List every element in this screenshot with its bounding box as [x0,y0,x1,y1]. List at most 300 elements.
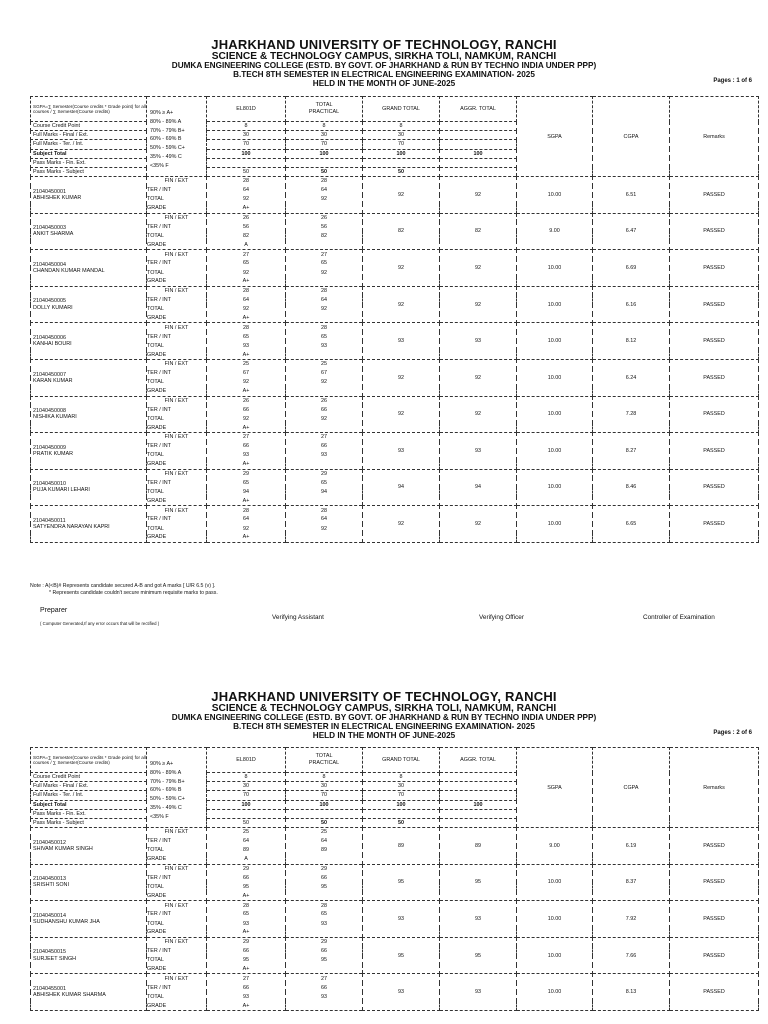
practical-mark [286,204,363,213]
remarks-value: PASSED [670,213,759,250]
student-row [31,250,759,259]
spec-label: Pass Marks - Fin. Ext. [31,809,147,818]
practical-mark [286,965,363,974]
mark-label: TER / INT [147,910,207,919]
practical-mark: 95 [286,956,363,965]
mark-label: GRADE [147,533,207,542]
spec-value [440,773,517,782]
practical-mark: 64 [286,837,363,846]
mark-label: TOTAL [147,268,207,277]
grade-legend-item: 90% ≥ A+ [150,110,174,116]
subject-mark: 93 [207,919,286,928]
practical-mark: 64 [286,295,363,304]
mark-label: FIN / EXT [147,177,207,186]
mark-label: FIN / EXT [147,864,207,873]
practical-mark: 26 [286,213,363,222]
subject-mark: 66 [207,405,286,414]
remarks-value: PASSED [670,396,759,433]
spec-value: 30 [363,782,440,791]
student-row [31,901,759,910]
sgpa-value: 9.00 [517,828,593,865]
spec-value: 100 [363,149,440,158]
remarks-value: PASSED [670,433,759,470]
student-name: SATYENDRA NARAYAN KAPRI [33,523,110,530]
remarks-value: PASSED [670,469,759,506]
mark-label: TOTAL [147,524,207,533]
practical-mark: 94 [286,487,363,496]
sgpa-value: 10.00 [517,937,593,974]
result-table [30,96,759,543]
sgpa-value: 10.00 [517,469,593,506]
grand-total: 92 [363,359,440,396]
practical-mark [286,350,363,359]
practical-mark: 27 [286,250,363,259]
spec-value: 50 [363,818,440,827]
roll-number: 21040450014 [33,912,66,919]
grade-legend-item: 50% - 59% C+ [150,796,185,803]
grade-legend-item: 35% - 49% C [150,153,182,160]
practical-mark: 66 [286,405,363,414]
cgpa-value: 7.92 [593,901,670,938]
spec-value: 8 [286,122,363,131]
practical-mark [286,314,363,323]
subject-mark: 64 [207,186,286,195]
page-counter: Pages : 1 of 6 [713,78,752,84]
practical-mark [286,497,363,506]
spec-value: 50 [363,167,440,176]
campus-title: SCIENCE & TECHNOLOGY CAMPUS, SIRKHA TOLI, NAMKUM, RANCHI [211,702,557,714]
remarks-value: PASSED [670,937,759,974]
mark-label: TER / INT [147,946,207,955]
grade-legend-item: 50% - 59% C+ [150,145,185,152]
practical-mark: 56 [286,222,363,231]
subject-mark: 92 [207,305,286,314]
spec-value: 100 [286,800,363,809]
sgpa-value: 10.00 [517,359,593,396]
subject-mark: 66 [207,873,286,882]
remarks-value: PASSED [670,359,759,396]
practical-mark [286,423,363,432]
subject-mark: 29 [207,864,286,873]
spec-value [440,167,517,176]
student-row [31,937,759,946]
cgpa-header: CGPA [593,97,670,177]
spec-label: Course Credit Point [31,122,147,131]
student-name: SUDHANSHU KUMAR JHA [33,919,100,926]
practical-mark: 27 [286,974,363,983]
aggr-total: 95 [440,864,517,901]
grade-legend-item: <35% F [150,813,169,820]
aggr-total: 92 [440,286,517,323]
university-title: JHARKHAND UNIVERSITY OF TECHNOLOGY, RANCHI [211,689,557,704]
subject-mark: 28 [207,286,286,295]
spec-value: 100 [207,800,286,809]
grand-total-header: GRAND TOTAL [363,748,440,773]
practical-mark: 82 [286,231,363,240]
mark-label: GRADE [147,241,207,250]
spec-label: Pass Marks - Subject [31,167,147,176]
mark-label: GRADE [147,350,207,359]
student-name: KARAN KUMAR [33,377,73,384]
campus-title: SCIENCE & TECHNOLOGY CAMPUS, SIRKHA TOLI, NAMKUM, RANCHI [211,50,557,62]
student-name: ANKIT SHARMA [33,231,74,238]
practical-mark: 92 [286,305,363,314]
mark-label: TOTAL [147,231,207,240]
grade-legend-item: 60% - 69% B [150,136,182,143]
college-title: DUMKA ENGINEERING COLLEGE (ESTD. BY GOVT. OF JHARKHAND & RUN BY TECHNO INDIA UNDER PPP) [171,713,597,723]
mark-label: GRADE [147,387,207,396]
practical-mark [286,277,363,286]
aggr-total: 94 [440,469,517,506]
remarks-header: Remarks [670,97,759,177]
student-row [31,323,759,332]
subject-mark: A+ [207,277,286,286]
spec-value: 70 [363,140,440,149]
grand-total: 93 [363,901,440,938]
roll-number: 21040450007 [33,371,66,378]
mark-label: FIN / EXT [147,469,207,478]
subject-mark: 27 [207,433,286,442]
college-title: DUMKA ENGINEERING COLLEGE (ESTD. BY GOVT. OF JHARKHAND & RUN BY TECHNO INDIA UNDER PPP) [171,61,597,71]
cgpa-value: 6.19 [593,828,670,865]
subject-mark: A+ [207,423,286,432]
grand-total: 95 [363,864,440,901]
student-id-cell [31,396,147,433]
subject-mark: 93 [207,451,286,460]
grade-legend [147,748,207,828]
sgpa-formula: SGPA=∑ Semester(Course credits * Grade point) for all courses / ∑ Semester(Course credits) [31,97,147,122]
spec-value: 100 [207,149,286,158]
spec-value [440,122,517,131]
aggr-total: 92 [440,396,517,433]
spec-value: 50 [207,167,286,176]
grand-total: 94 [363,469,440,506]
cgpa-value: 8.12 [593,323,670,360]
practical-mark: 28 [286,323,363,332]
controller-label: Controller of Examination [643,614,715,621]
student-row [31,469,759,478]
total-practical-header: TOTAL PRACTICAL [286,748,363,773]
spec-value: 70 [286,140,363,149]
aggr-total: 92 [440,177,517,214]
cgpa-value: 6.47 [593,213,670,250]
aggr-total: 95 [440,937,517,974]
grade-legend-item: 70% - 79% B+ [150,778,185,785]
roll-number: 21040450008 [33,408,66,415]
grade-legend-item: 35% - 49% C [150,804,182,811]
spec-value [440,782,517,791]
mark-label: FIN / EXT [147,323,207,332]
subject-mark: 92 [207,195,286,204]
subject-mark: 65 [207,910,286,919]
subject-mark: A+ [207,1001,286,1010]
roll-number: 21040450015 [33,949,66,956]
subject-mark: 93 [207,341,286,350]
practical-mark: 65 [286,259,363,268]
sgpa-value: 10.00 [517,323,593,360]
remarks-value: PASSED [670,323,759,360]
aggr-total: 92 [440,250,517,287]
aggr-total: 92 [440,506,517,543]
mark-label: TER / INT [147,442,207,451]
mark-label: GRADE [147,965,207,974]
result-table [30,747,759,1011]
note-grace: Note : A(<B)# Represents candidate secured A-B and got A marks [ U/R 6.5 (v) ]. [30,583,216,589]
student-name: CHANDAN KUMAR MANDAL [33,268,105,275]
subject-mark: A+ [207,314,286,323]
exam-title: B.TECH 8TH SEMESTER IN ELECTRICAL ENGINEERING EXAMINATION- 2025 [233,69,535,79]
cgpa-value: 8.27 [593,433,670,470]
practical-mark [286,892,363,901]
subject-mark: 65 [207,478,286,487]
spec-value: 70 [363,791,440,800]
mark-label: TOTAL [147,195,207,204]
mark-label: TER / INT [147,873,207,882]
practical-mark: 26 [286,396,363,405]
student-row [31,506,759,515]
remarks-header: Remarks [670,748,759,828]
remarks-value: PASSED [670,506,759,543]
mark-label: FIN / EXT [147,433,207,442]
mark-label: GRADE [147,204,207,213]
grand-total: 92 [363,177,440,214]
mark-label: TOTAL [147,378,207,387]
mark-label: TOTAL [147,341,207,350]
subject-mark: A+ [207,533,286,542]
mark-label: GRADE [147,928,207,937]
grand-total: 92 [363,250,440,287]
student-name: DOLLY KUMARI [33,304,73,311]
subject-mark: 66 [207,442,286,451]
computer-generated-note: ( Computer Generated,If any error occurs that will be rectified ) [40,621,160,626]
roll-number: 21040450006 [33,334,66,341]
sheet-header [0,690,768,740]
practical-mark: 92 [286,378,363,387]
practical-mark: 28 [286,506,363,515]
mark-label: GRADE [147,423,207,432]
mark-label: FIN / EXT [147,359,207,368]
roll-number: 21040450012 [33,839,66,846]
subject-mark: 27 [207,974,286,983]
student-row [31,359,759,368]
practical-mark: 64 [286,515,363,524]
mark-label: TER / INT [147,259,207,268]
mark-label: FIN / EXT [147,937,207,946]
student-name: SRISHTI SONI [33,882,69,889]
aggr-total-header: AGGR. TOTAL [440,97,517,122]
cgpa-header: CGPA [593,748,670,828]
subject-mark: 28 [207,901,286,910]
roll-number: 21040450011 [33,517,66,524]
subject-mark: 26 [207,396,286,405]
subject-mark: 29 [207,469,286,478]
mark-label: TOTAL [147,882,207,891]
mark-label: TOTAL [147,305,207,314]
mark-label: TER / INT [147,405,207,414]
subject-mark: A [207,241,286,250]
subject-code-header: EL801D [207,748,286,773]
spec-value: 8 [286,773,363,782]
spec-label: Full Marks - Ter. / Int. [31,140,147,149]
spec-value [207,809,286,818]
mark-label: FIN / EXT [147,396,207,405]
spec-value: 30 [363,131,440,140]
spec-value: 8 [207,122,286,131]
cgpa-value: 6.65 [593,506,670,543]
practical-mark: 29 [286,469,363,478]
sgpa-value: 10.00 [517,177,593,214]
practical-mark: 25 [286,828,363,837]
practical-mark: 28 [286,177,363,186]
practical-mark: 64 [286,186,363,195]
note-block [30,583,218,597]
subject-mark: 29 [207,937,286,946]
roll-number: 21040450005 [33,298,66,305]
page-counter: Pages : 2 of 6 [713,730,752,736]
practical-mark: 92 [286,195,363,204]
grand-total: 92 [363,396,440,433]
student-id-cell [31,323,147,360]
student-id-cell [31,286,147,323]
subject-mark: 64 [207,295,286,304]
subject-mark: 65 [207,332,286,341]
mark-label: TOTAL [147,451,207,460]
sheet-header [0,38,768,88]
aggr-total: 93 [440,323,517,360]
roll-number: 21040450010 [33,481,66,488]
grade-legend [147,97,207,177]
spec-value [440,809,517,818]
subject-mark: A+ [207,387,286,396]
header-row [31,97,759,122]
mark-label: TOTAL [147,846,207,855]
practical-mark: 65 [286,478,363,487]
subject-code-header: EL801D [207,97,286,122]
spec-value [440,791,517,800]
mark-label: GRADE [147,1001,207,1010]
verifying-officer-label: Verifying Officer [479,614,524,621]
practical-mark: 92 [286,414,363,423]
remarks-value: PASSED [670,864,759,901]
mark-label: TER / INT [147,983,207,992]
student-row [31,864,759,873]
spec-label: Full Marks - Ter. / Int. [31,791,147,800]
student-id-cell [31,250,147,287]
sgpa-value: 10.00 [517,286,593,323]
spec-value [286,809,363,818]
grand-total-header: GRAND TOTAL [363,97,440,122]
subject-mark: 28 [207,506,286,515]
practical-mark: 93 [286,451,363,460]
spec-value: 30 [286,782,363,791]
mark-label: TOTAL [147,919,207,928]
student-id-cell [31,359,147,396]
header-row [31,748,759,773]
spec-value [440,818,517,827]
mark-label: GRADE [147,277,207,286]
mark-label: TER / INT [147,369,207,378]
subject-mark: 66 [207,946,286,955]
subject-mark: 64 [207,837,286,846]
held-title: HELD IN THE MONTH OF JUNE-2025 [312,730,456,740]
subject-mark: 92 [207,378,286,387]
mark-label: FIN / EXT [147,974,207,983]
aggr-total: 82 [440,213,517,250]
subject-mark: 64 [207,515,286,524]
result-sheet-page-1 [0,37,768,626]
mark-label: TER / INT [147,332,207,341]
mark-label: TOTAL [147,956,207,965]
grand-total: 89 [363,828,440,865]
subject-mark: A+ [207,928,286,937]
student-id-cell [31,177,147,214]
practical-mark: 65 [286,910,363,919]
student-id-cell [31,901,147,938]
roll-number: 21040450003 [33,225,66,232]
mark-label: TER / INT [147,478,207,487]
grade-legend-item: 70% - 79% B+ [150,127,185,134]
aggr-total: 93 [440,901,517,938]
grand-total: 93 [363,323,440,360]
remarks-value: PASSED [670,286,759,323]
spec-value [286,158,363,167]
mark-label: TER / INT [147,515,207,524]
spec-value: 30 [207,782,286,791]
practical-mark: 29 [286,937,363,946]
student-id-cell [31,864,147,901]
mark-label: GRADE [147,855,207,864]
sgpa-value: 10.00 [517,901,593,938]
practical-mark: 66 [286,873,363,882]
mark-label: TER / INT [147,837,207,846]
mark-label: FIN / EXT [147,506,207,515]
spec-value: 30 [207,131,286,140]
mark-label: TER / INT [147,186,207,195]
subject-mark: 89 [207,846,286,855]
subject-mark: 82 [207,231,286,240]
cgpa-value: 6.24 [593,359,670,396]
subject-mark: A+ [207,460,286,469]
subject-mark: 92 [207,524,286,533]
spec-value: 30 [286,131,363,140]
spec-value: 70 [286,791,363,800]
grand-total: 82 [363,213,440,250]
subject-mark: 94 [207,487,286,496]
grand-total: 93 [363,433,440,470]
grade-legend-item: 80% - 89% A [150,118,182,125]
student-id-cell [31,828,147,865]
practical-mark [286,533,363,542]
mark-label: FIN / EXT [147,286,207,295]
mark-label: GRADE [147,892,207,901]
cgpa-value: 6.51 [593,177,670,214]
mark-label: FIN / EXT [147,901,207,910]
subject-mark: A+ [207,350,286,359]
sgpa-value: 10.00 [517,506,593,543]
spec-value: 8 [363,773,440,782]
mark-label: TER / INT [147,222,207,231]
practical-mark: 28 [286,901,363,910]
sgpa-formula: SGPA=∑ Semester(Course credits * Grade point) for all courses / ∑ Semester(Course credits) [31,748,147,773]
practical-mark [286,241,363,250]
roll-number: 21040450001 [33,188,66,195]
remarks-value: PASSED [670,250,759,287]
mark-label: GRADE [147,460,207,469]
subject-mark: 65 [207,259,286,268]
note-fail: * Represents candidate couldn't secure minimum requisite marks to pass. [49,590,218,596]
mark-label: TER / INT [147,295,207,304]
subject-mark: 28 [207,323,286,332]
